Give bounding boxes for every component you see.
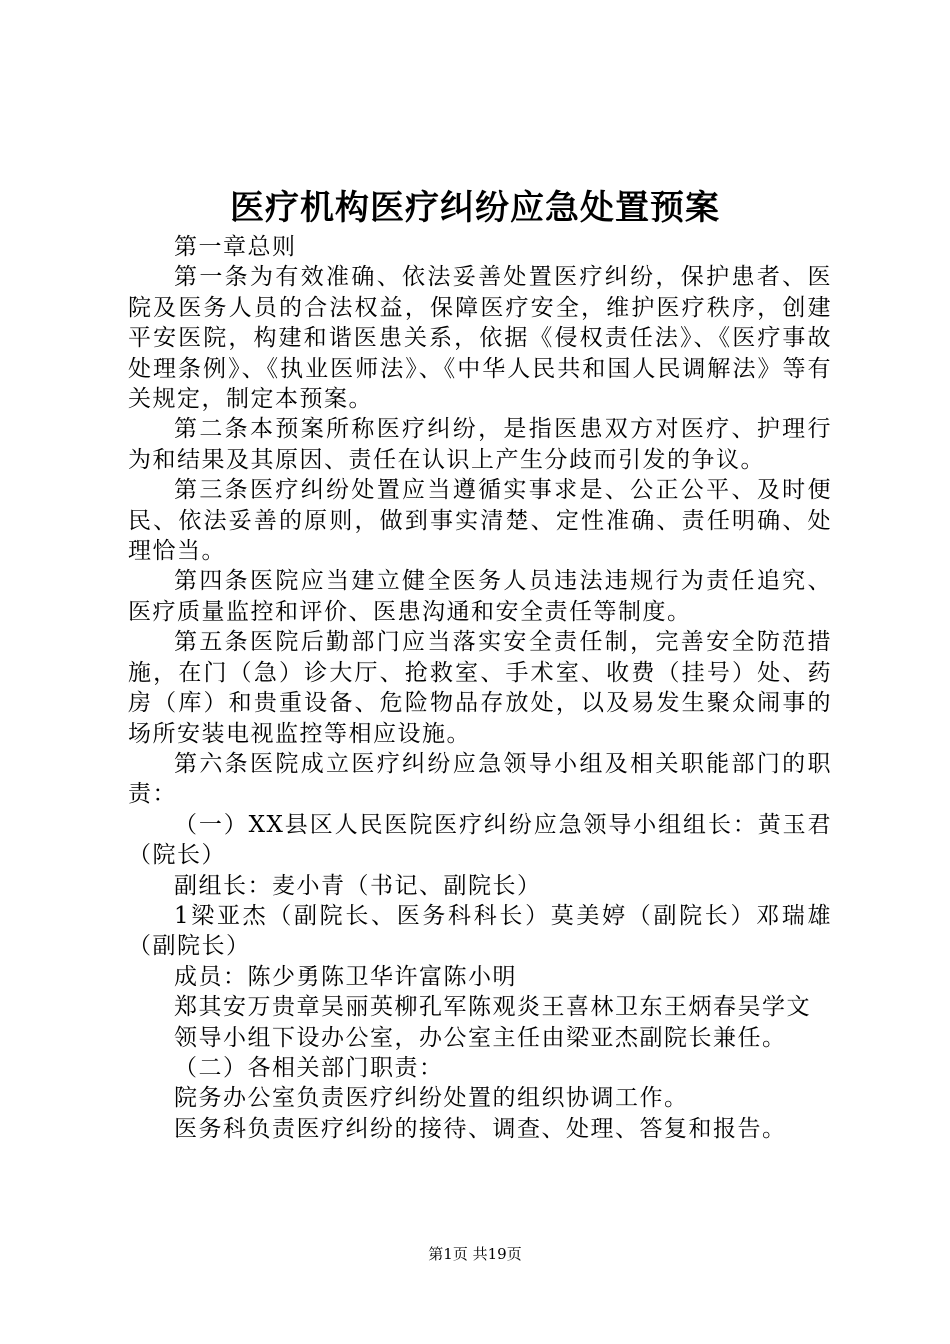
section-heading: （二）各相关部门职责：: [174, 1054, 444, 1081]
duty-paragraph: 院务办公室负责医疗纠纷处置的组织协调工作。: [174, 1085, 689, 1112]
article-paragraph: 第六条医院成立医疗纠纷应急领导小组及相关职能部门的职责：: [128, 750, 832, 808]
members-paragraph: 成员：陈少勇陈卫华许富陈小明: [174, 963, 517, 990]
article-paragraph: 第二条本预案所称医疗纠纷，是指医患双方对医疗、护理行为和结果及其原因、责任在认识上产生分歧而引发的争议。: [128, 416, 832, 473]
document-title: 医疗机构医疗纠纷应急处置预案: [230, 188, 720, 228]
deputy-list-paragraph: 1梁亚杰（副院长、医务科科长）莫美婷（副院长）邓瑞雄（副院长）: [128, 902, 832, 960]
article-paragraph: 第五条医院后勤部门应当落实安全责任制，完善安全防范措施，在门（急）诊大厅、抢救室、手术室、收费（挂号）处、药房（库）和贵重设备、危险物品存放处，以及易发生聚众闹事的场所安装电视监控等相应设施。: [128, 629, 832, 747]
article-paragraph: 第一条为有效准确、依法妥善处置医疗纠纷，保护患者、医院及医务人员的合法权益，保障医疗安全，维护医疗秩序，创建平安医院，构建和谐医患关系，依据《侵权责任法》、《医疗事故处理条例》、《执业医师法》、《中华人民共和国人民调解法》等有关规定，制定本预案。: [128, 264, 832, 413]
document-body: [128, 232, 832, 1144]
page-footer: 第1页 共19页: [428, 1245, 522, 1263]
members-list-paragraph: 郑其安万贵章吴丽英柳孔军陈观炎王喜林卫东王炳春吴学文: [174, 994, 811, 1021]
duty-paragraph: 医务科负责医疗纠纷的接待、调查、处理、答复和报告。: [174, 1115, 787, 1142]
article-paragraph: 第四条医院应当建立健全医务人员违法违规行为责任追究、医疗质量监控和评价、医患沟通和安全责任等制度。: [128, 568, 832, 625]
article-paragraph: 第三条医疗纠纷处置应当遵循实事求是、公正公平、及时便民、依法妥善的原则，做到事实清楚、定性准确、责任明确、处理恰当。: [128, 477, 832, 565]
office-paragraph: 领导小组下设办公室，办公室主任由梁亚杰副院长兼任。: [174, 1024, 787, 1051]
leader-paragraph: （一）XX县区人民医院医疗纠纷应急领导小组组长：黄玉君（院长）: [128, 811, 832, 869]
deputy-paragraph: 副组长：麦小青（书记、副院长）: [174, 872, 542, 899]
chapter-heading: 第一章总则: [174, 234, 297, 260]
